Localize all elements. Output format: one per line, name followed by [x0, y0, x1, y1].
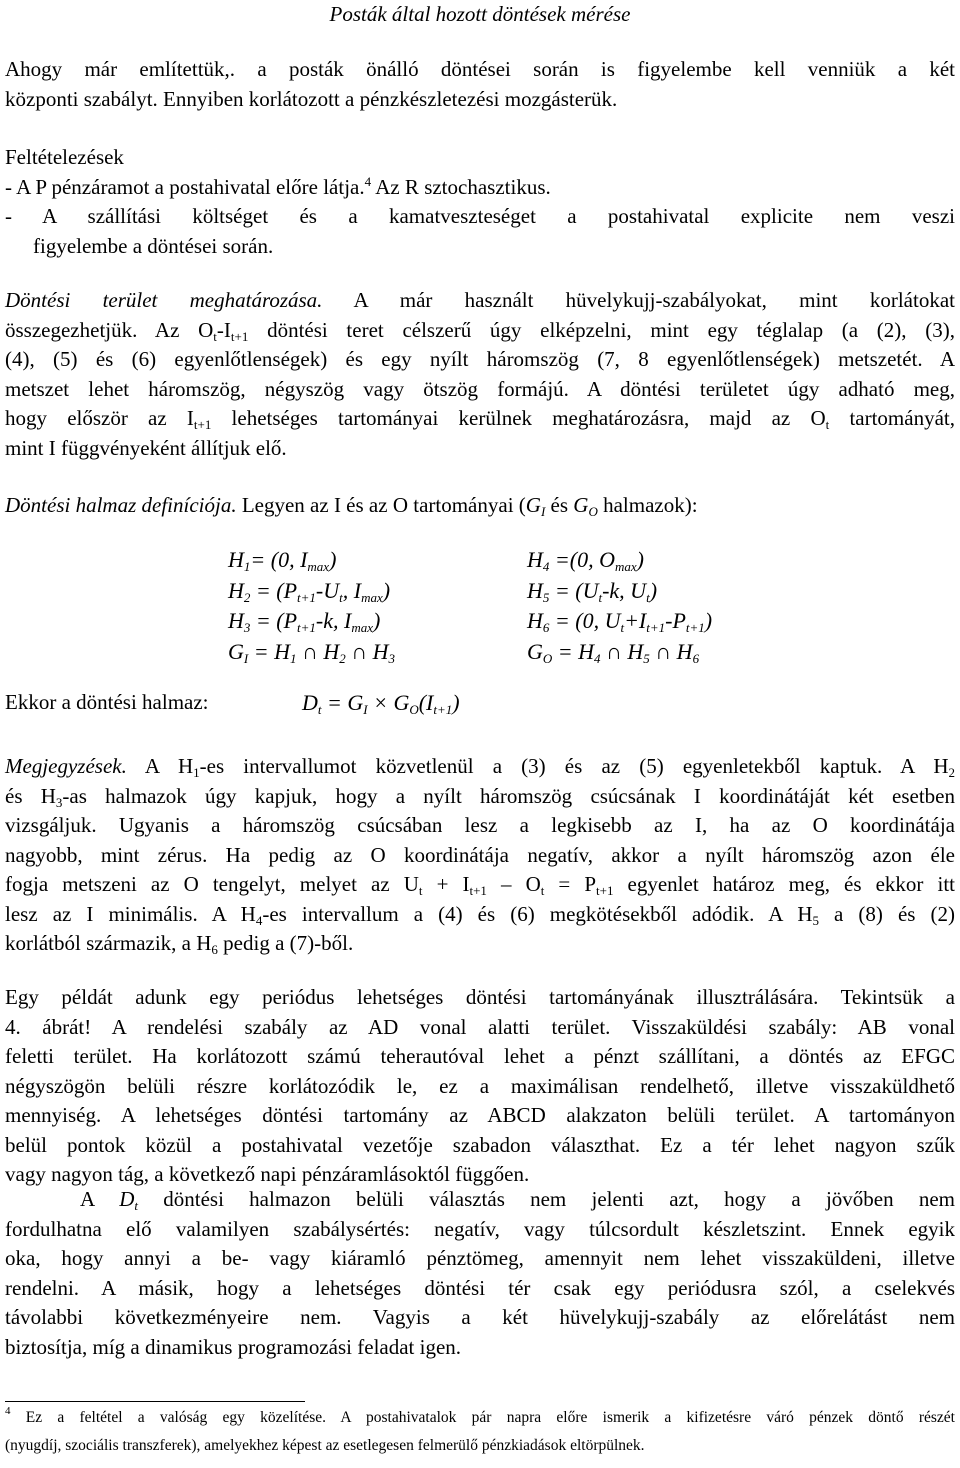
- notes-line: fogja metszeni az O tengelyt, melyet az $U_t + I_{t+1} - O_t = P_{t+1}$ egyenlet határoz meg, és ekkor itt: [5, 872, 955, 898]
- formula-gi: $G_I = H_1$ ∩ $H_2$ ∩ $H_3$: [228, 638, 396, 666]
- example-line: mennyiség. A lehetséges döntési tartomány az ABCD alakzaton belüli terület. A tartományon: [5, 1103, 955, 1127]
- notes-line: vizsgáljuk. Ugyanis a háromszög csúcsában lesz a legkisebb az I, ha az O koordinátája: [5, 813, 955, 837]
- footnote-line: $^4$ Ez a feltétel a valóság egy közelítése. A postahivatalok pár napra előre ismerik a kifizetésre váró pénzek döntő részét: [5, 1405, 955, 1426]
- notes-line: Megjegyzések. A $H_1-es$ intervallumot közvetlenül a (3) és az (5) egyenletekből kaptuk. A $H_2$: [5, 754, 955, 780]
- notes-line: nagyobb, mint zérus. Ha pedig az O koordinátája negatív, akkor a nyílt háromszög azon éle: [5, 842, 955, 867]
- example-paragraph: [5, 983, 955, 1190]
- footnote-divider: [5, 1401, 305, 1402]
- example-line: Egy példát adunk egy periódus lehetséges döntési tartományának illusztrálására. Tekintsük a: [5, 985, 955, 1009]
- text: összegezhetjük. Az O: [5, 317, 214, 342]
- region-line: metszet lehet háromszög, négyszög vagy ötszög formájú. A döntési területet úgy adható meg,: [5, 376, 955, 401]
- text: döntési teret célszerű úgy elképzelni, mint egy téglalap (a (2), (3),: [248, 317, 955, 342]
- formula-h1: $H_1= (0$, $I_{max}$): [228, 547, 337, 574]
- region-paragraph: [5, 286, 955, 463]
- text: A már használt hüvelykujj-szabályokat, mint korlátokat: [322, 288, 955, 312]
- text: Az R sztochasztikus.: [371, 174, 551, 199]
- region-heading: Döntési terület meghatározása.: [5, 288, 323, 312]
- closing-paragraph: [5, 1185, 955, 1362]
- assumptions-heading: Feltételezések: [5, 145, 124, 169]
- text: és: [545, 493, 574, 517]
- assumption-item-cont: figyelembe a döntései során.: [33, 233, 274, 258]
- subscript: I: [540, 504, 546, 519]
- intro-line: központi szabályt. Ennyiben korlátozott a pénzkészletezési mozgásterük.: [5, 86, 618, 111]
- subscript: t: [213, 328, 217, 344]
- closing-line: rendelni. A másik, hogy a lehetséges döntési tér csak egy periódusra szól, a cselekvés: [5, 1275, 955, 1300]
- footnote-ref: 4: [364, 173, 372, 189]
- formula-h4: $H_4 =(0$, $O_{max}$): [527, 547, 644, 574]
- notes-line: korlátból származik, a $H_6$ pedig a (7)-ből.: [5, 931, 354, 957]
- text: - A P pénzáramot a postahivatal előre látja.: [5, 174, 365, 199]
- intro-paragraph: [5, 55, 955, 114]
- region-line: mint I függvényeként állítjuk elő.: [5, 435, 287, 460]
- footnote-line: (nyugdíj, szociális transzferek), amelyekhez képest az esetlegesen felmerülő pénzkiadások eltörpülnek.: [5, 1437, 645, 1454]
- notes-line: és $H_3-as$ halmazok úgy kapjuk, hogy a nyílt háromszög csúcsának I koordinátáját két esetben: [5, 783, 955, 810]
- closing-line: biztosítja, míg a dinamikus programozási feladat igen.: [5, 1334, 462, 1359]
- subscript: t+1: [230, 328, 249, 344]
- example-line: belül pontok közül a postahivatal vezetője szabadon választhat. Ez a tér lehet nagyon szűk: [5, 1132, 955, 1157]
- definition-paragraph: [5, 491, 955, 521]
- text: tartományát,: [829, 406, 955, 430]
- formula-go: $G_O = H_4$ ∩ $H_5$ ∩ $H_6$: [527, 638, 700, 666]
- formula-h5: $H_5 = (U_t-k$, $U_t$): [527, 577, 658, 605]
- text: lehetséges tartományai kerülnek meghatározásra, majd az O: [211, 406, 826, 430]
- formula-h3: $H_3 = (P_{t+1}-k$, $I_{max}$): [228, 608, 381, 635]
- text: Legyen az I és az O tartományai (: [236, 493, 526, 517]
- assumptions-section: [5, 143, 955, 261]
- math: G: [573, 493, 589, 517]
- definition-line: [5, 491, 955, 521]
- example-line: feletti terület. Ha korlátozott számú teherautóval lehet a pénzt szállítani, a döntés az EFGC: [5, 1044, 955, 1068]
- definition-heading: Döntési halmaz definíciója.: [5, 493, 237, 517]
- footnote: [5, 1404, 955, 1460]
- closing-line: fordulhatna elő valamilyen szabálysértés: negatív, vagy túlcsordult készletszint. Ennek egyik: [5, 1216, 955, 1241]
- intro-line: Ahogy már említettük,. a posták önálló döntései során is figyelembe kell venniük a két: [5, 57, 955, 81]
- example-line: vagy nagyon tág, a következő napi pénzáramlásoktól függően.: [5, 1162, 530, 1186]
- text: halmazok):: [597, 493, 698, 517]
- subscript: t: [825, 417, 830, 432]
- footnote-mark: 4: [5, 1405, 11, 1417]
- assumption-item: - A szállítási költséget és a kamatveszteséget a postahivatal explicite nem veszi: [5, 204, 955, 228]
- closing-line: távolabbi következményeire nem. Vagyis a két hüvelykujj-szabály az előrelátást nem: [5, 1305, 955, 1329]
- formulas-right: [527, 545, 712, 667]
- closing-line: oka, hogy annyi a be- vagy kiáramló pénztömeg, amennyit nem lehet visszaküldeni, illetve: [5, 1246, 955, 1270]
- text: hogy először az I: [5, 406, 194, 430]
- region-line: [5, 286, 955, 316]
- formula-h2: $H_2 = (P_{t+1}-U_t$, $I_{max}$): [228, 577, 391, 605]
- example-line: négyszögön belüli részre korlátozódik le, ez a maximálisan rendelhető, illetve visszaküldhető: [5, 1073, 955, 1098]
- region-line: (4), (5) és (6) egyenlőtlenségek) és egy nyílt háromszög (7, 8 egyenlőtlenségek) metszetét. A: [5, 347, 955, 371]
- assumption-item: [5, 173, 955, 203]
- formula-h6: $H_6 = (0$, $U_t+I_{t+1}-P_{t+1}$): [527, 608, 713, 635]
- formulas-left: [228, 545, 395, 667]
- notes-line: lesz az I minimális. A $H_4-es$ intervallum a (4) és (6) megkötésekből adódik. A $H_5$ a (8) és (2): [5, 901, 956, 928]
- math: G: [525, 493, 541, 517]
- closing-line: A $D_t$ döntési halmazon belüli választás nem jelenti azt, hogy a jövőben nem: [80, 1187, 955, 1213]
- page-title: Posták által hozott döntések mérése: [329, 2, 631, 26]
- text: -I: [216, 317, 231, 342]
- notes-paragraph: [5, 752, 955, 959]
- example-line: 4. ábrát! A rendelési szabály az AD vonal alatti terület. Visszaküldési szabály: AB vonal: [5, 1014, 955, 1039]
- subscript: O: [588, 504, 598, 519]
- decision-set-label: Ekkor a döntési halmaz:: [5, 690, 209, 714]
- decision-set-formula: $D_t = G_I \times G_O(I_{t+1})$: [302, 690, 460, 717]
- region-line: [5, 316, 955, 346]
- subscript: t+1: [193, 417, 212, 432]
- notes-heading: Megjegyzések.: [5, 754, 127, 778]
- region-line: [5, 404, 955, 434]
